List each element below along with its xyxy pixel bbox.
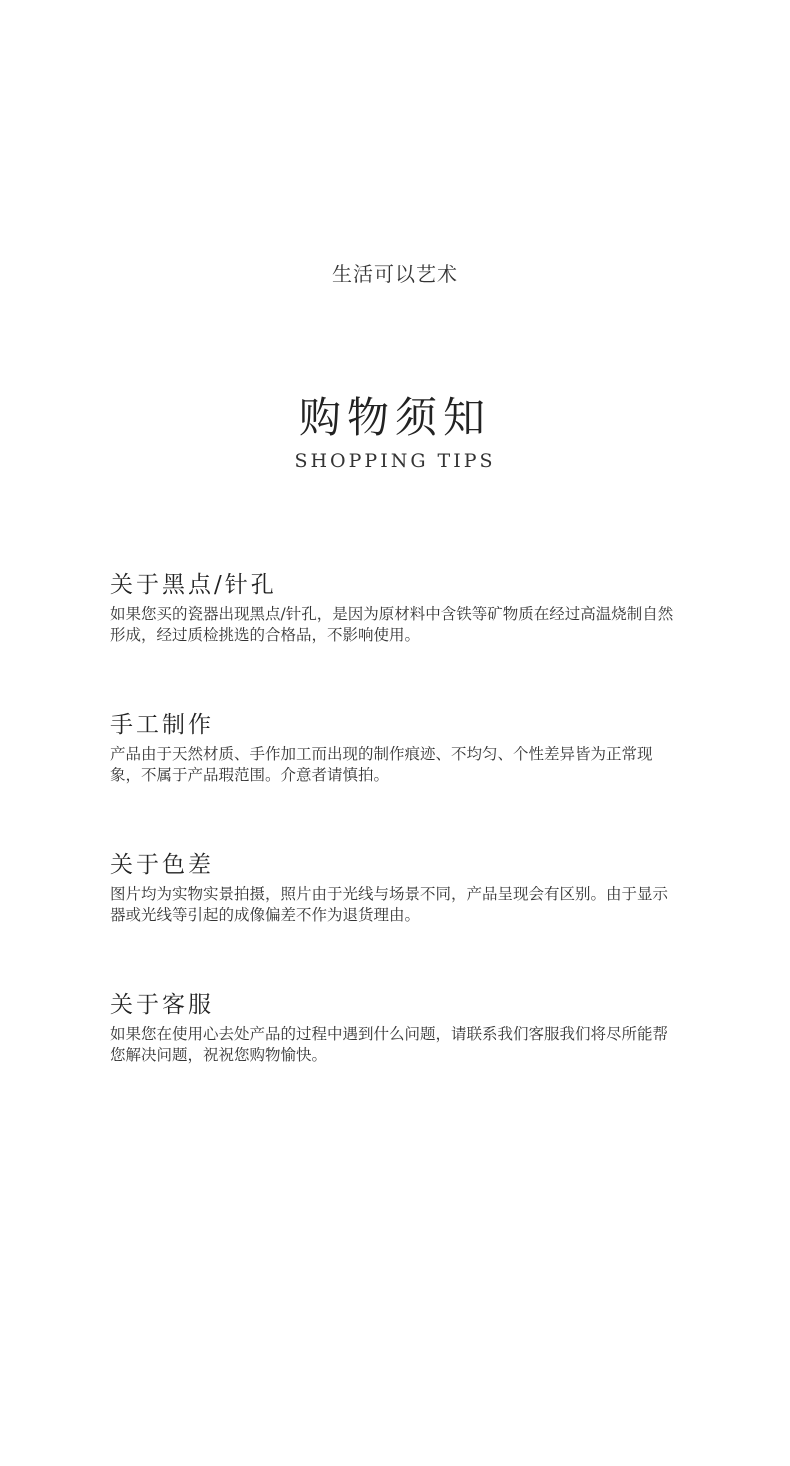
- tip-section-customer-service: [110, 988, 690, 1128]
- tips-list: [110, 568, 690, 1128]
- page-title: [0, 390, 790, 474]
- slogan: 生活可以艺术: [332, 262, 458, 286]
- tip-heading: 关于色差: [110, 852, 214, 878]
- tip-heading: 关于黑点/针孔: [110, 572, 277, 598]
- tip-section-handmade: [110, 708, 690, 848]
- tip-body: 产品由于天然材质、手作加工而出现的制作痕迹、不均匀、个性差异皆为正常现象，不属于产品瑕范围。介意者请慎拍。: [110, 745, 653, 784]
- tip-section-black-spots: [110, 568, 690, 708]
- tip-heading: 关于客服: [110, 992, 214, 1018]
- tip-section-color-difference: [110, 848, 690, 988]
- tip-heading: 手工制作: [110, 712, 214, 738]
- title-chinese: 购物须知: [298, 393, 491, 442]
- tip-body: 如果您在使用心去处产品的过程中遇到什么问题，请联系我们客服我们将尽所能帮您解决问题，祝祝您购物愉快。: [110, 1025, 669, 1064]
- tip-body: 图片均为实物实景拍摄，照片由于光线与场景不同，产品呈现会有区别。由于显示器或光线等引起的成像偏差不作为退货理由。: [110, 885, 669, 924]
- tip-body: 如果您买的瓷器出现黑点/针孔，是因为原材料中含铁等矿物质在经过高温烧制自然形成，经过质检挑选的合格品，不影响使用。: [110, 605, 674, 644]
- title-english: SHOPPING TIPS: [294, 450, 496, 472]
